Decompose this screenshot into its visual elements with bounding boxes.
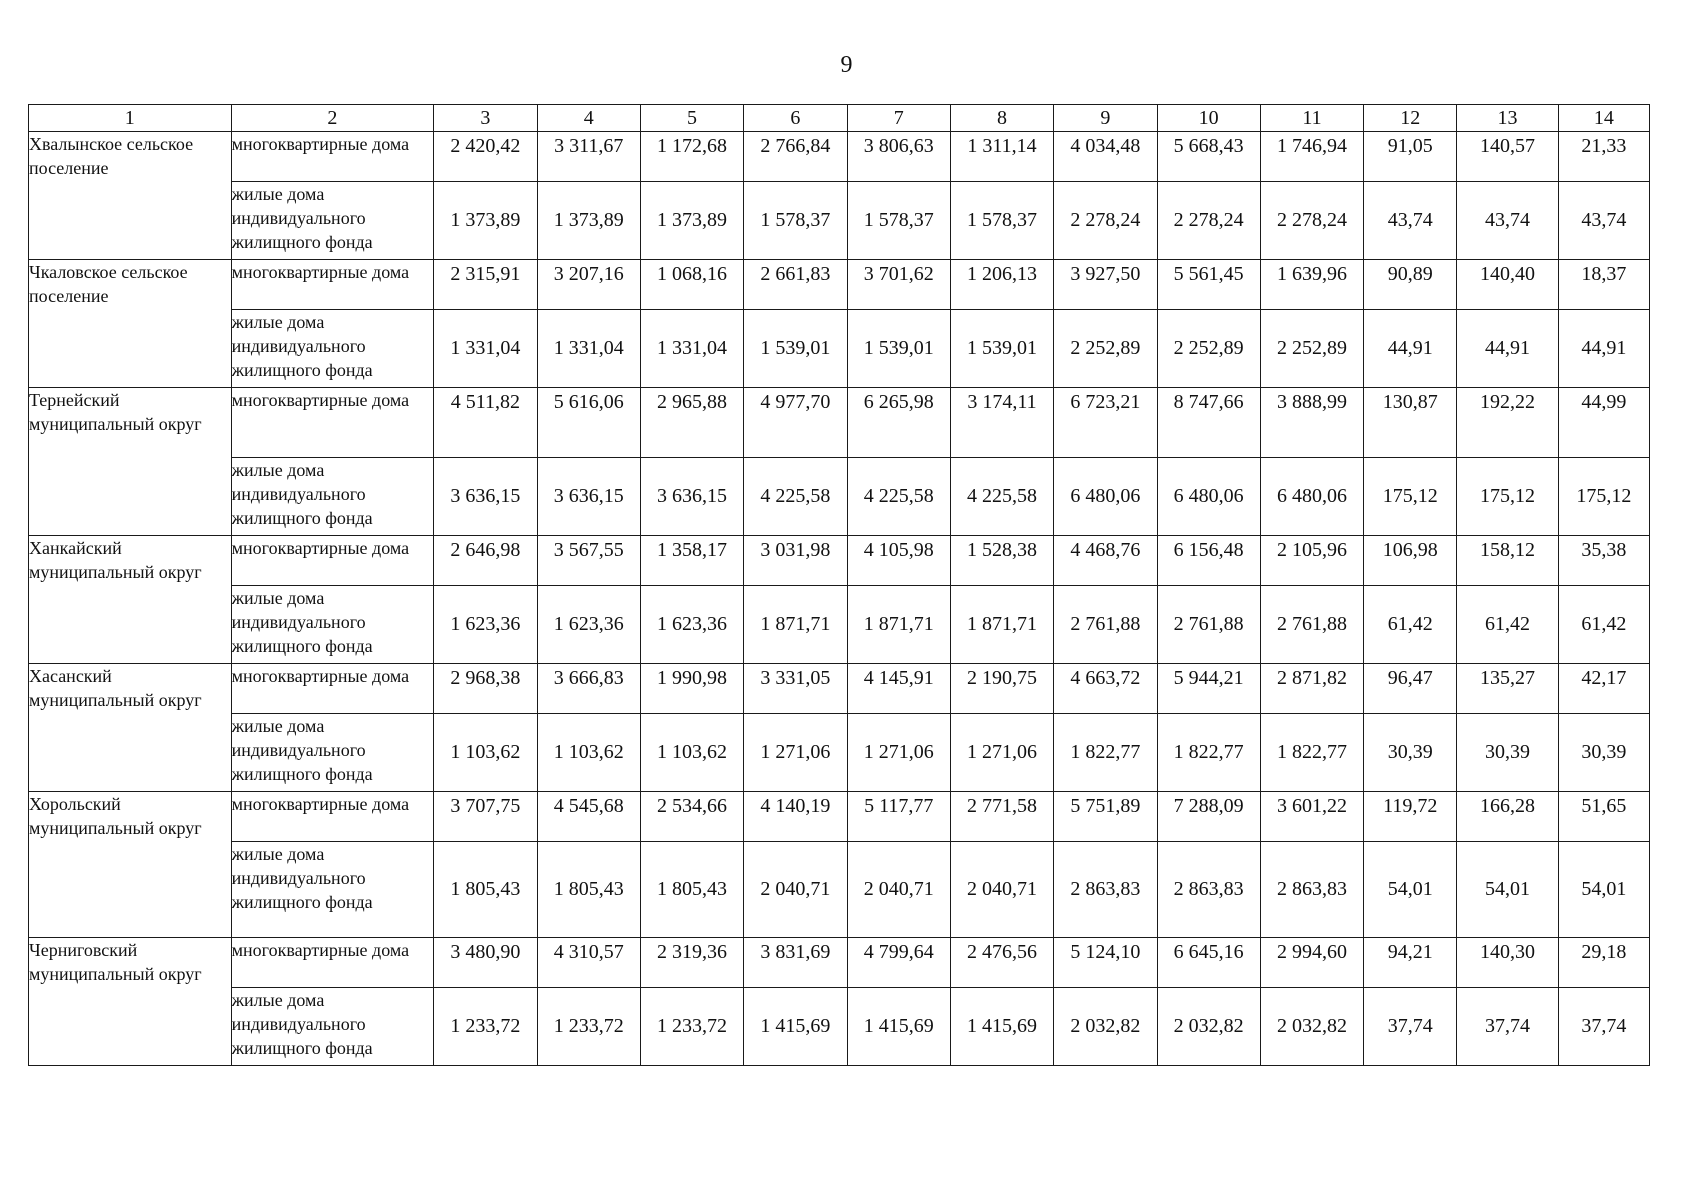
value-cell-col-5: 1 233,72 — [640, 988, 743, 1066]
value-cell-col-4: 3 666,83 — [537, 664, 640, 714]
value-cell-col-7: 4 799,64 — [847, 938, 950, 988]
value-cell-col-9: 3 927,50 — [1054, 260, 1157, 310]
value-cell-col-12: 44,91 — [1364, 310, 1457, 388]
value-cell-col-11: 2 863,83 — [1260, 842, 1363, 938]
value-cell-col-10: 2 252,89 — [1157, 310, 1260, 388]
value-cell-col-6: 2 040,71 — [744, 842, 847, 938]
value-cell-col-12: 54,01 — [1364, 842, 1457, 938]
value-cell-col-10: 6 645,16 — [1157, 938, 1260, 988]
value-cell-col-14: 44,91 — [1558, 310, 1649, 388]
value-cell-col-4: 4 545,68 — [537, 792, 640, 842]
value-cell-col-3: 1 623,36 — [434, 586, 537, 664]
value-cell-col-3: 2 968,38 — [434, 664, 537, 714]
value-cell-col-13: 175,12 — [1457, 458, 1558, 536]
housing-type-multi: многоквартирные дома — [231, 132, 434, 182]
value-cell-col-6: 4 977,70 — [744, 388, 847, 458]
value-cell-col-11: 1 639,96 — [1260, 260, 1363, 310]
housing-type-multi: многоквартирные дома — [231, 664, 434, 714]
column-header-4: 4 — [537, 105, 640, 132]
municipality-name: Ханкайский муниципальный округ — [29, 536, 232, 664]
table-row — [29, 458, 1650, 536]
value-cell-col-9: 2 863,83 — [1054, 842, 1157, 938]
municipality-name: Чкаловское сельское поселение — [29, 260, 232, 388]
value-cell-col-6: 1 271,06 — [744, 714, 847, 792]
housing-type-individual: жилые дома индивидуального жилищного фонда — [231, 586, 434, 664]
value-cell-col-14: 51,65 — [1558, 792, 1649, 842]
value-cell-col-11: 2 252,89 — [1260, 310, 1363, 388]
value-cell-col-5: 1 623,36 — [640, 586, 743, 664]
value-cell-col-10: 2 032,82 — [1157, 988, 1260, 1066]
value-cell-col-6: 3 831,69 — [744, 938, 847, 988]
value-cell-col-9: 2 032,82 — [1054, 988, 1157, 1066]
value-cell-col-7: 3 806,63 — [847, 132, 950, 182]
column-header-8: 8 — [950, 105, 1053, 132]
housing-type-multi: многоквартирные дома — [231, 792, 434, 842]
table-row — [29, 536, 1650, 586]
value-cell-col-11: 3 601,22 — [1260, 792, 1363, 842]
housing-type-individual: жилые дома индивидуального жилищного фонда — [231, 182, 434, 260]
value-cell-col-5: 1 373,89 — [640, 182, 743, 260]
value-cell-col-13: 37,74 — [1457, 988, 1558, 1066]
table-row — [29, 586, 1650, 664]
value-cell-col-10: 6 480,06 — [1157, 458, 1260, 536]
table-row — [29, 664, 1650, 714]
value-cell-col-9: 6 480,06 — [1054, 458, 1157, 536]
municipality-name: Хасанский муниципальный округ — [29, 664, 232, 792]
value-cell-col-8: 3 174,11 — [950, 388, 1053, 458]
value-cell-col-14: 54,01 — [1558, 842, 1649, 938]
value-cell-col-9: 4 034,48 — [1054, 132, 1157, 182]
municipality-name: Черниговский муниципальный округ — [29, 938, 232, 1066]
tariff-table — [28, 104, 1650, 1066]
value-cell-col-9: 5 124,10 — [1054, 938, 1157, 988]
column-header-14: 14 — [1558, 105, 1649, 132]
value-cell-col-14: 43,74 — [1558, 182, 1649, 260]
value-cell-col-3: 1 103,62 — [434, 714, 537, 792]
value-cell-col-9: 2 252,89 — [1054, 310, 1157, 388]
value-cell-col-6: 4 225,58 — [744, 458, 847, 536]
value-cell-col-6: 1 539,01 — [744, 310, 847, 388]
value-cell-col-14: 175,12 — [1558, 458, 1649, 536]
table-header — [29, 105, 1650, 132]
value-cell-col-8: 1 415,69 — [950, 988, 1053, 1066]
value-cell-col-12: 106,98 — [1364, 536, 1457, 586]
value-cell-col-7: 5 117,77 — [847, 792, 950, 842]
value-cell-col-14: 35,38 — [1558, 536, 1649, 586]
value-cell-col-10: 8 747,66 — [1157, 388, 1260, 458]
value-cell-col-9: 2 761,88 — [1054, 586, 1157, 664]
value-cell-col-8: 2 040,71 — [950, 842, 1053, 938]
value-cell-col-5: 1 172,68 — [640, 132, 743, 182]
housing-type-individual: жилые дома индивидуального жилищного фонда — [231, 714, 434, 792]
table-row — [29, 792, 1650, 842]
value-cell-col-13: 135,27 — [1457, 664, 1558, 714]
value-cell-col-12: 119,72 — [1364, 792, 1457, 842]
value-cell-col-5: 2 319,36 — [640, 938, 743, 988]
table-row — [29, 938, 1650, 988]
column-header-13: 13 — [1457, 105, 1558, 132]
value-cell-col-5: 1 331,04 — [640, 310, 743, 388]
column-header-5: 5 — [640, 105, 743, 132]
value-cell-col-3: 1 373,89 — [434, 182, 537, 260]
value-cell-col-4: 1 623,36 — [537, 586, 640, 664]
value-cell-col-10: 6 156,48 — [1157, 536, 1260, 586]
value-cell-col-7: 1 871,71 — [847, 586, 950, 664]
value-cell-col-5: 1 358,17 — [640, 536, 743, 586]
value-cell-col-14: 37,74 — [1558, 988, 1649, 1066]
table-row — [29, 714, 1650, 792]
value-cell-col-4: 1 373,89 — [537, 182, 640, 260]
value-cell-col-7: 1 271,06 — [847, 714, 950, 792]
value-cell-col-6: 1 871,71 — [744, 586, 847, 664]
value-cell-col-12: 130,87 — [1364, 388, 1457, 458]
value-cell-col-13: 43,74 — [1457, 182, 1558, 260]
value-cell-col-11: 3 888,99 — [1260, 388, 1363, 458]
value-cell-col-3: 2 420,42 — [434, 132, 537, 182]
value-cell-col-8: 1 528,38 — [950, 536, 1053, 586]
value-cell-col-6: 3 331,05 — [744, 664, 847, 714]
value-cell-col-9: 2 278,24 — [1054, 182, 1157, 260]
value-cell-col-3: 3 480,90 — [434, 938, 537, 988]
value-cell-col-12: 91,05 — [1364, 132, 1457, 182]
value-cell-col-12: 37,74 — [1364, 988, 1457, 1066]
value-cell-col-7: 3 701,62 — [847, 260, 950, 310]
value-cell-col-6: 4 140,19 — [744, 792, 847, 842]
value-cell-col-12: 94,21 — [1364, 938, 1457, 988]
value-cell-col-13: 158,12 — [1457, 536, 1558, 586]
municipality-name: Хвалынское сельское поселение — [29, 132, 232, 260]
value-cell-col-12: 175,12 — [1364, 458, 1457, 536]
value-cell-col-8: 1 311,14 — [950, 132, 1053, 182]
value-cell-col-8: 1 871,71 — [950, 586, 1053, 664]
value-cell-col-7: 4 105,98 — [847, 536, 950, 586]
value-cell-col-14: 18,37 — [1558, 260, 1649, 310]
value-cell-col-13: 44,91 — [1457, 310, 1558, 388]
value-cell-col-8: 2 771,58 — [950, 792, 1053, 842]
column-header-12: 12 — [1364, 105, 1457, 132]
value-cell-col-8: 1 578,37 — [950, 182, 1053, 260]
value-cell-col-13: 140,30 — [1457, 938, 1558, 988]
value-cell-col-8: 2 476,56 — [950, 938, 1053, 988]
value-cell-col-13: 140,57 — [1457, 132, 1558, 182]
value-cell-col-4: 4 310,57 — [537, 938, 640, 988]
value-cell-col-3: 3 707,75 — [434, 792, 537, 842]
value-cell-col-7: 6 265,98 — [847, 388, 950, 458]
value-cell-col-6: 2 661,83 — [744, 260, 847, 310]
municipality-name: Тернейский муниципальный округ — [29, 388, 232, 536]
value-cell-col-6: 2 766,84 — [744, 132, 847, 182]
value-cell-col-5: 2 965,88 — [640, 388, 743, 458]
column-header-1: 1 — [29, 105, 232, 132]
value-cell-col-14: 30,39 — [1558, 714, 1649, 792]
value-cell-col-3: 2 315,91 — [434, 260, 537, 310]
value-cell-col-12: 30,39 — [1364, 714, 1457, 792]
value-cell-col-3: 3 636,15 — [434, 458, 537, 536]
value-cell-col-13: 192,22 — [1457, 388, 1558, 458]
value-cell-col-13: 166,28 — [1457, 792, 1558, 842]
value-cell-col-12: 43,74 — [1364, 182, 1457, 260]
value-cell-col-4: 3 207,16 — [537, 260, 640, 310]
housing-type-individual: жилые дома индивидуального жилищного фонда — [231, 842, 434, 938]
value-cell-col-4: 3 311,67 — [537, 132, 640, 182]
value-cell-col-7: 1 415,69 — [847, 988, 950, 1066]
value-cell-col-3: 1 331,04 — [434, 310, 537, 388]
value-cell-col-13: 140,40 — [1457, 260, 1558, 310]
value-cell-col-10: 7 288,09 — [1157, 792, 1260, 842]
value-cell-col-5: 1 805,43 — [640, 842, 743, 938]
column-header-6: 6 — [744, 105, 847, 132]
value-cell-col-4: 3 567,55 — [537, 536, 640, 586]
municipality-name: Хорольский муниципальный округ — [29, 792, 232, 938]
housing-type-individual: жилые дома индивидуального жилищного фонда — [231, 310, 434, 388]
value-cell-col-9: 4 663,72 — [1054, 664, 1157, 714]
value-cell-col-3: 1 233,72 — [434, 988, 537, 1066]
value-cell-col-7: 2 040,71 — [847, 842, 950, 938]
value-cell-col-10: 2 278,24 — [1157, 182, 1260, 260]
value-cell-col-10: 5 944,21 — [1157, 664, 1260, 714]
value-cell-col-14: 29,18 — [1558, 938, 1649, 988]
value-cell-col-11: 1 746,94 — [1260, 132, 1363, 182]
value-cell-col-4: 1 805,43 — [537, 842, 640, 938]
column-header-2: 2 — [231, 105, 434, 132]
table-row — [29, 388, 1650, 458]
value-cell-col-8: 1 206,13 — [950, 260, 1053, 310]
value-cell-col-3: 2 646,98 — [434, 536, 537, 586]
value-cell-col-10: 1 822,77 — [1157, 714, 1260, 792]
value-cell-col-13: 30,39 — [1457, 714, 1558, 792]
header-row — [29, 105, 1650, 132]
value-cell-col-11: 2 105,96 — [1260, 536, 1363, 586]
value-cell-col-11: 2 761,88 — [1260, 586, 1363, 664]
table-row — [29, 182, 1650, 260]
value-cell-col-14: 21,33 — [1558, 132, 1649, 182]
value-cell-col-13: 54,01 — [1457, 842, 1558, 938]
column-header-9: 9 — [1054, 105, 1157, 132]
value-cell-col-11: 2 871,82 — [1260, 664, 1363, 714]
column-header-7: 7 — [847, 105, 950, 132]
value-cell-col-11: 6 480,06 — [1260, 458, 1363, 536]
value-cell-col-12: 90,89 — [1364, 260, 1457, 310]
value-cell-col-8: 2 190,75 — [950, 664, 1053, 714]
value-cell-col-4: 1 233,72 — [537, 988, 640, 1066]
page-number: 9 — [840, 52, 853, 78]
value-cell-col-3: 4 511,82 — [434, 388, 537, 458]
table-row — [29, 988, 1650, 1066]
value-cell-col-13: 61,42 — [1457, 586, 1558, 664]
value-cell-col-8: 4 225,58 — [950, 458, 1053, 536]
table-row — [29, 260, 1650, 310]
housing-type-multi: многоквартирные дома — [231, 388, 434, 458]
value-cell-col-11: 2 278,24 — [1260, 182, 1363, 260]
value-cell-col-5: 2 534,66 — [640, 792, 743, 842]
column-header-10: 10 — [1157, 105, 1260, 132]
value-cell-col-11: 2 994,60 — [1260, 938, 1363, 988]
value-cell-col-4: 1 331,04 — [537, 310, 640, 388]
value-cell-col-11: 1 822,77 — [1260, 714, 1363, 792]
value-cell-col-6: 1 578,37 — [744, 182, 847, 260]
value-cell-col-14: 42,17 — [1558, 664, 1649, 714]
value-cell-col-6: 3 031,98 — [744, 536, 847, 586]
table-row — [29, 310, 1650, 388]
column-header-3: 3 — [434, 105, 537, 132]
value-cell-col-11: 2 032,82 — [1260, 988, 1363, 1066]
value-cell-col-14: 61,42 — [1558, 586, 1649, 664]
table-body — [29, 132, 1650, 1066]
value-cell-col-5: 3 636,15 — [640, 458, 743, 536]
housing-type-individual: жилые дома индивидуального жилищного фонда — [231, 458, 434, 536]
value-cell-col-9: 5 751,89 — [1054, 792, 1157, 842]
value-cell-col-10: 5 561,45 — [1157, 260, 1260, 310]
value-cell-col-5: 1 103,62 — [640, 714, 743, 792]
value-cell-col-12: 96,47 — [1364, 664, 1457, 714]
value-cell-col-14: 44,99 — [1558, 388, 1649, 458]
value-cell-col-5: 1 068,16 — [640, 260, 743, 310]
value-cell-col-8: 1 539,01 — [950, 310, 1053, 388]
housing-type-individual: жилые дома индивидуального жилищного фонда — [231, 988, 434, 1066]
value-cell-col-6: 1 415,69 — [744, 988, 847, 1066]
value-cell-col-9: 4 468,76 — [1054, 536, 1157, 586]
value-cell-col-12: 61,42 — [1364, 586, 1457, 664]
value-cell-col-9: 6 723,21 — [1054, 388, 1157, 458]
housing-type-multi: многоквартирные дома — [231, 260, 434, 310]
value-cell-col-7: 4 225,58 — [847, 458, 950, 536]
value-cell-col-7: 1 539,01 — [847, 310, 950, 388]
table-row — [29, 842, 1650, 938]
housing-type-multi: многоквартирные дома — [231, 938, 434, 988]
housing-type-multi: многоквартирные дома — [231, 536, 434, 586]
column-header-11: 11 — [1260, 105, 1363, 132]
value-cell-col-9: 1 822,77 — [1054, 714, 1157, 792]
value-cell-col-4: 1 103,62 — [537, 714, 640, 792]
value-cell-col-7: 1 578,37 — [847, 182, 950, 260]
value-cell-col-10: 2 761,88 — [1157, 586, 1260, 664]
value-cell-col-10: 5 668,43 — [1157, 132, 1260, 182]
value-cell-col-4: 5 616,06 — [537, 388, 640, 458]
value-cell-col-5: 1 990,98 — [640, 664, 743, 714]
table-row — [29, 132, 1650, 182]
value-cell-col-7: 4 145,91 — [847, 664, 950, 714]
value-cell-col-10: 2 863,83 — [1157, 842, 1260, 938]
value-cell-col-4: 3 636,15 — [537, 458, 640, 536]
value-cell-col-3: 1 805,43 — [434, 842, 537, 938]
value-cell-col-8: 1 271,06 — [950, 714, 1053, 792]
